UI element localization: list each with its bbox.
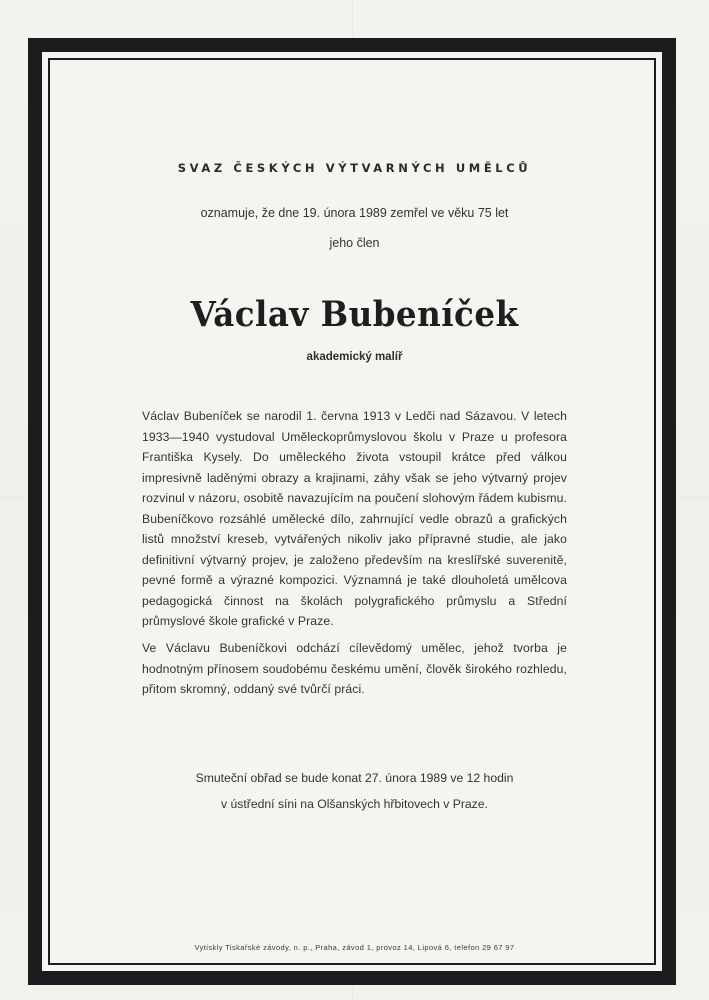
announcement-line: oznamuje, že dne 19. února 1989 zemřel ve věku 75 let xyxy=(200,206,509,220)
organization-heading: SVAZ ČESKÝCH VÝTVARNÝCH UMĚLCŮ xyxy=(177,161,532,175)
deceased-title: akademický malíř xyxy=(306,351,403,363)
tribute-paragraph: Ve Václavu Bubeníčkovi odchází cílevědomý umělec, jehož tvorba je hodnotným přínosem soudobému českému umění, člověk širokého rozhledu, přitom skromný, oddaný své tvůrčí práci. xyxy=(142,641,567,696)
funeral-place-line: v ústřední síni na Olšanských hřbitovech v Praze. xyxy=(221,797,488,811)
printer-imprint: Vytiskly Tiskařské závody, n. p., Praha, závod 1, provoz 14, Lipová 6, telefon 29 67 97 xyxy=(194,943,515,952)
funeral-time-line: Smuteční obřad se bude konat 27. února 1989 ve 12 hodin xyxy=(195,771,514,785)
deceased-name: Václav Bubeníček xyxy=(190,294,519,335)
member-line: jeho člen xyxy=(329,236,380,250)
biography-paragraph: Václav Bubeníček se narodil 1. června 1913 v Ledči nad Sázavou. V letech 1933—1940 vystudoval Uměleckoprůmyslovou školu v Praze u profesora Františka Kysely. Do uměleckého života vstoupil krátce před válkou impresivně laděnými obrazy a krajinami, záhy však se jeho výtvarný projev rozvinul v názoru, osobitě navazujícím na poučení slohovým řádem kubismu. Bubeníčkovo rozsáhlé umělecké dílo, zahrnující vedle obrazů a grafických listů množství kreseb, vytvářených nikoliv jako přípravné studie, ale jako definitivní výtvarný projev, je založeno především na kreslířské suverenitě, pevné formě a výrazné kompozici. Významná je také dlouholetá umělcova pedagogická činnost na školách polygrafického průmyslu a Střední průmyslové škole grafické v Praze. xyxy=(142,409,567,628)
